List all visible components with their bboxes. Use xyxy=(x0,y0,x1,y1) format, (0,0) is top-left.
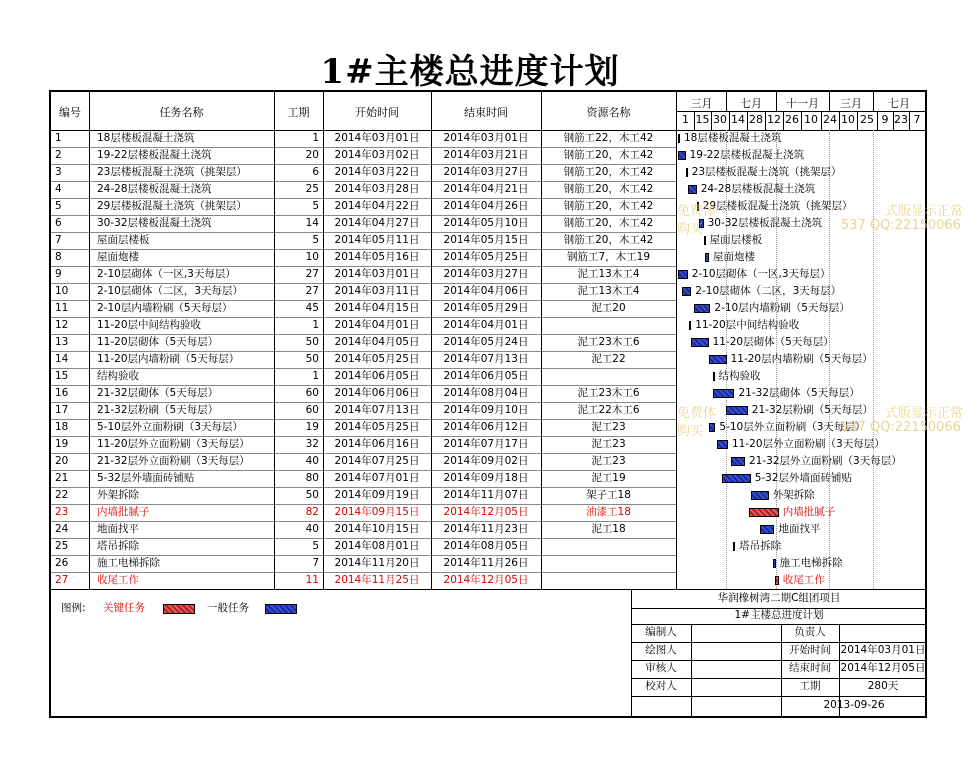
watermark-text: 购买 xyxy=(677,222,704,237)
timescale-divider xyxy=(677,111,927,112)
task-start: 2014年05月25日 xyxy=(334,353,420,365)
task-name: 21-32层粉刷（5天每层） xyxy=(97,404,219,416)
legend-normal-label: 一般任务 xyxy=(207,602,249,614)
gantt-bar-label: 18层楼板混凝土浇筑 xyxy=(684,132,782,144)
column-header-start: 开始时间 xyxy=(355,106,399,119)
task-name: 11-20层中间结构验收 xyxy=(97,319,202,331)
task-duration: 40 xyxy=(305,455,319,467)
gantt-bar-label: 结构验收 xyxy=(718,370,761,382)
titleblock-label: 编制人 xyxy=(645,626,677,638)
task-duration: 50 xyxy=(305,489,319,501)
day-divider xyxy=(694,111,695,130)
titleblock-label: 绘图人 xyxy=(645,644,677,656)
titleblock-label: 负责人 xyxy=(794,626,826,638)
task-name: 屋面炮楼 xyxy=(97,251,139,263)
task-name: 外架拆除 xyxy=(97,489,139,501)
task-name: 29层楼板混凝土浇筑（挑架层） xyxy=(97,200,247,212)
watermark-text: 式版显示正常 xyxy=(885,406,964,421)
gantt-bar xyxy=(691,338,709,347)
task-start: 2014年05月11日 xyxy=(334,234,420,246)
task-end: 2014年06月12日 xyxy=(443,421,529,433)
day-divider xyxy=(711,111,712,130)
task-resource xyxy=(541,555,676,572)
task-resource: 钢筋工20，木工42 xyxy=(563,149,654,161)
task-end: 2014年04月01日 xyxy=(443,319,529,331)
task-id: 22 xyxy=(55,489,69,501)
day-divider xyxy=(747,111,748,130)
task-start: 2014年07月25日 xyxy=(334,455,420,467)
timescale-day: 28 xyxy=(749,113,763,126)
timescale-day: 24 xyxy=(823,113,837,126)
timescale-day: 26 xyxy=(785,113,799,126)
task-resource: 泥工23 xyxy=(591,421,626,433)
task-id: 27 xyxy=(55,574,69,586)
task-end: 2014年03月27日 xyxy=(443,166,529,178)
task-start: 2014年03月11日 xyxy=(334,285,420,297)
task-id: 1 xyxy=(55,132,62,144)
gantt-bar xyxy=(713,389,735,398)
legend-critical-swatch xyxy=(163,604,195,614)
task-start: 2014年05月16日 xyxy=(334,251,420,263)
gantt-bar-label: 24-28层楼板混凝土浇筑 xyxy=(700,183,816,195)
task-start: 2014年03月01日 xyxy=(334,132,420,144)
task-name: 收尾工作 xyxy=(97,574,139,586)
gantt-bar xyxy=(709,423,716,432)
task-start: 2014年04月15日 xyxy=(334,302,420,314)
gantt-bar xyxy=(717,440,729,449)
task-id: 18 xyxy=(55,421,69,433)
task-resource: 钢筋工20，木工42 xyxy=(563,234,654,246)
column-header-dur: 工期 xyxy=(287,106,310,119)
task-end: 2014年11月26日 xyxy=(443,557,529,569)
watermark-text: 537 QQ:22150066 xyxy=(841,218,961,233)
task-end: 2014年05月24日 xyxy=(443,336,529,348)
task-name: 塔吊拆除 xyxy=(97,540,139,552)
day-divider xyxy=(857,111,858,130)
timescale-day: 1 xyxy=(682,113,689,126)
gantt-bar xyxy=(733,542,735,551)
column-header-name: 任务名称 xyxy=(159,106,204,119)
task-resource: 架子工18 xyxy=(586,489,631,501)
schedule-frame xyxy=(49,90,964,718)
task-duration: 27 xyxy=(305,268,319,280)
gantt-bar xyxy=(775,576,779,585)
task-name: 11-20层外立面粉刷（3天每层） xyxy=(97,438,250,450)
task-end: 2014年08月04日 xyxy=(443,387,529,399)
gantt-bar-label: 11-20层内墙粉刷（5天每层） xyxy=(730,353,873,365)
timescale-month: 三月 xyxy=(690,97,713,110)
task-duration: 6 xyxy=(312,166,319,178)
titleblock-value xyxy=(691,659,781,678)
timescale-month: 七月 xyxy=(740,97,762,110)
task-start: 2014年03月01日 xyxy=(334,268,420,280)
watermark-text: 购买 xyxy=(677,424,704,439)
task-duration: 10 xyxy=(305,251,319,263)
gantt-bar-label: 屋面炮楼 xyxy=(713,251,755,263)
month-divider xyxy=(829,92,830,111)
task-name: 11-20层内墙粉刷（5天每层） xyxy=(97,353,240,365)
page-title: 1#主楼总进度计划 xyxy=(320,52,620,92)
task-end: 2014年04月21日 xyxy=(443,183,529,195)
gantt-bar-label: 11-20层外立面粉刷（3天每层） xyxy=(732,438,885,450)
task-end: 2014年06月05日 xyxy=(443,370,529,382)
titleblock-label: 校对人 xyxy=(645,680,677,692)
gantt-bar-label: 21-32层砌体（5天每层） xyxy=(738,387,860,399)
gantt-bar xyxy=(751,491,769,500)
task-duration: 14 xyxy=(305,217,319,229)
day-divider xyxy=(729,111,730,130)
timescale-day: 10 xyxy=(841,113,855,126)
task-duration: 25 xyxy=(305,183,319,195)
task-end: 2014年12月05日 xyxy=(443,574,529,586)
task-duration: 5 xyxy=(312,200,319,212)
task-name: 23层楼板混凝土浇筑（挑架层） xyxy=(97,166,247,178)
task-id: 17 xyxy=(55,404,69,416)
task-start: 2014年07月01日 xyxy=(334,472,420,484)
task-id: 9 xyxy=(55,268,62,280)
task-end: 2014年05月10日 xyxy=(443,217,529,229)
task-resource: 泥工13木工4 xyxy=(577,285,640,297)
gantt-bar-label: 5-10层外立面粉刷（3天每层） xyxy=(719,421,866,433)
task-id: 13 xyxy=(55,336,69,348)
task-id: 2 xyxy=(55,149,62,161)
task-duration: 32 xyxy=(305,438,319,450)
timescale-day: 9 xyxy=(881,113,889,126)
day-divider xyxy=(877,111,878,130)
task-duration: 5 xyxy=(312,540,319,552)
task-name: 2-10层砌体（一区,3天每层） xyxy=(97,268,236,280)
task-duration: 60 xyxy=(305,387,319,399)
titleblock-value: 280天 xyxy=(867,680,899,692)
timescale-day: 7 xyxy=(913,113,921,126)
task-duration: 80 xyxy=(305,472,319,484)
gantt-gridline xyxy=(873,130,874,589)
legend-label: 图例: xyxy=(61,602,86,614)
titleblock-value xyxy=(691,677,781,696)
task-duration: 45 xyxy=(305,302,319,314)
task-name: 18层楼板混凝土浇筑 xyxy=(97,132,195,144)
task-name: 11-20层砌体（5天每层） xyxy=(97,336,219,348)
timescale-day: 30 xyxy=(713,113,727,126)
task-end: 2014年12月05日 xyxy=(443,506,529,518)
titleblock-date: 2013-09-26 xyxy=(823,699,885,711)
task-end: 2014年11月07日 xyxy=(443,489,529,501)
column-divider xyxy=(89,92,90,589)
task-name: 2-10层砌体（二区，3天每层） xyxy=(97,285,244,297)
task-resource: 钢筋工20，木工42 xyxy=(563,166,654,178)
task-start: 2014年04月22日 xyxy=(334,200,420,212)
titleblock-value: 2014年03月01日 xyxy=(840,644,926,656)
column-divider xyxy=(676,92,677,589)
task-name: 24-28层楼板混凝土浇筑 xyxy=(97,183,212,195)
task-end: 2014年03月27日 xyxy=(443,268,529,280)
task-resource xyxy=(541,538,676,555)
day-divider xyxy=(821,111,822,130)
day-divider xyxy=(909,111,910,130)
task-duration: 19 xyxy=(305,421,319,433)
timescale-month: 十一月 xyxy=(786,97,819,110)
gantt-bar xyxy=(678,270,688,279)
task-end: 2014年07月13日 xyxy=(443,353,529,365)
task-duration: 60 xyxy=(305,404,319,416)
task-start: 2014年05月25日 xyxy=(334,421,420,433)
task-resource: 钢筋工20，木工42 xyxy=(563,217,654,229)
watermark-text: 式版显示正常 xyxy=(885,204,964,219)
task-end: 2014年03月21日 xyxy=(443,149,529,161)
task-name: 5-10层外立面粉刷（3天每层） xyxy=(97,421,244,433)
day-divider xyxy=(783,111,784,130)
task-id: 6 xyxy=(55,217,62,229)
task-duration: 1 xyxy=(312,132,319,144)
task-resource: 泥工23木工6 xyxy=(577,387,640,399)
gantt-bar-label: 30-32层楼板混凝土浇筑 xyxy=(707,217,823,229)
gantt-bar xyxy=(726,406,748,415)
gantt-bar-label: 21-32层粉刷（5天每层） xyxy=(751,404,873,416)
titleblock-label: 工期 xyxy=(799,680,821,692)
gantt-bar-label: 施工电梯拆除 xyxy=(779,557,843,569)
task-id: 21 xyxy=(55,472,69,484)
task-start: 2014年11月25日 xyxy=(334,574,420,586)
gantt-bar-label: 地面找平 xyxy=(778,523,821,535)
gantt-bar xyxy=(704,236,706,245)
task-name: 19-22层楼板混凝土浇筑 xyxy=(97,149,212,161)
task-start: 2014年04月01日 xyxy=(334,319,420,331)
task-id: 24 xyxy=(55,523,69,535)
gantt-bar xyxy=(749,508,779,517)
task-resource: 钢筋工7，木工19 xyxy=(566,251,651,263)
task-id: 3 xyxy=(55,166,62,178)
task-start: 2014年11月20日 xyxy=(334,557,420,569)
gantt-bar xyxy=(689,321,691,330)
task-end: 2014年09月02日 xyxy=(443,455,529,467)
titleblock-label: 审核人 xyxy=(645,662,677,674)
day-divider xyxy=(839,111,840,130)
task-start: 2014年09月19日 xyxy=(334,489,420,501)
column-header-res: 资源名称 xyxy=(586,106,631,119)
task-duration: 50 xyxy=(305,353,319,365)
task-id: 19 xyxy=(55,438,69,450)
task-end: 2014年07月17日 xyxy=(443,438,529,450)
gantt-bar xyxy=(678,151,685,160)
task-start: 2014年06月05日 xyxy=(334,370,420,382)
task-name: 屋面层楼板 xyxy=(97,234,150,246)
gantt-bar xyxy=(731,457,745,466)
titleblock-label: 结束时间 xyxy=(789,662,831,674)
gantt-bar-label: 5-32层外墙面砖铺贴 xyxy=(754,472,853,484)
task-resource: 泥工23 xyxy=(591,455,626,467)
task-id: 10 xyxy=(55,285,69,297)
task-id: 26 xyxy=(55,557,69,569)
watermark-text: 免费体 xyxy=(677,204,717,219)
task-name: 施工电梯拆除 xyxy=(97,557,160,569)
legend-critical-label: 关键任务 xyxy=(103,602,145,614)
plan-name: 1#主楼总进度计划 xyxy=(734,609,824,621)
task-end: 2014年05月29日 xyxy=(443,302,529,314)
day-divider xyxy=(893,111,894,130)
gantt-bar xyxy=(713,372,715,381)
titleblock-value: 2014年12月05日 xyxy=(840,662,926,674)
task-id: 4 xyxy=(55,183,62,195)
column-header-end: 结束时间 xyxy=(464,106,508,119)
task-start: 2014年06月06日 xyxy=(334,387,420,399)
task-resource: 泥工13木工4 xyxy=(577,268,640,280)
titleblock-value xyxy=(839,623,927,642)
task-resource: 泥工23 xyxy=(591,438,626,450)
task-resource xyxy=(541,317,676,334)
task-duration: 1 xyxy=(312,370,319,382)
gantt-bar-label: 塔吊拆除 xyxy=(739,540,782,552)
task-end: 2014年11月23日 xyxy=(443,523,529,535)
gantt-bar-label: 2-10层砌体（一区,3天每层） xyxy=(691,268,831,280)
titleblock-value xyxy=(691,623,781,642)
day-divider xyxy=(765,111,766,130)
task-resource xyxy=(541,368,676,385)
task-id: 23 xyxy=(55,506,69,518)
gantt-bar xyxy=(722,474,751,483)
task-id: 8 xyxy=(55,251,62,263)
task-resource: 泥工23木工6 xyxy=(577,336,640,348)
timescale-month: 七月 xyxy=(888,97,910,110)
task-resource xyxy=(541,572,676,589)
gantt-bar-label: 屋面层楼板 xyxy=(709,234,763,246)
task-name: 2-10层内墙粉刷（5天每层） xyxy=(97,302,233,314)
timescale-month: 三月 xyxy=(840,97,862,110)
task-end: 2014年09月10日 xyxy=(443,404,529,416)
gantt-bar xyxy=(678,134,680,143)
gantt-bar-label: 2-10层砌体（二区，3天每层） xyxy=(695,285,842,297)
task-id: 14 xyxy=(55,353,69,365)
gantt-bar-label: 21-32层外立面粉刷（3天每层） xyxy=(749,455,902,467)
task-duration: 40 xyxy=(305,523,319,535)
gantt-bar-label: 内墙批腻子 xyxy=(782,506,836,518)
task-resource: 泥工18 xyxy=(591,523,626,535)
day-divider xyxy=(801,111,802,130)
task-start: 2014年04月27日 xyxy=(334,217,420,229)
task-id: 15 xyxy=(55,370,69,382)
task-id: 7 xyxy=(55,234,62,246)
task-name: 30-32层楼板混凝土浇筑 xyxy=(97,217,212,229)
task-name: 21-32层砌体（5天每层） xyxy=(97,387,219,399)
task-id: 16 xyxy=(55,387,69,399)
task-start: 2014年10月15日 xyxy=(334,523,420,535)
gantt-bar-label: 2-10层内墙粉刷（5天每层） xyxy=(714,302,850,314)
task-end: 2014年08月05日 xyxy=(443,540,529,552)
task-id: 5 xyxy=(55,200,62,212)
legend-normal-swatch xyxy=(265,604,297,614)
task-id: 12 xyxy=(55,319,69,331)
titleblock-label: 开始时间 xyxy=(789,644,831,656)
gantt-bar xyxy=(709,355,727,364)
task-duration: 82 xyxy=(305,506,319,518)
task-resource: 泥工19 xyxy=(591,472,626,484)
task-name: 地面找平 xyxy=(97,523,139,535)
watermark-text: 537 QQ:22150066 xyxy=(841,420,961,435)
task-name: 内墙批腻子 xyxy=(97,506,150,518)
task-duration: 27 xyxy=(305,285,319,297)
task-id: 25 xyxy=(55,540,69,552)
month-divider xyxy=(726,92,727,111)
gantt-bar xyxy=(682,287,692,296)
task-name: 21-32层外立面粉刷（3天每层） xyxy=(97,455,250,467)
timescale-day: 25 xyxy=(860,113,874,126)
gantt-bar xyxy=(686,168,688,177)
task-duration: 1 xyxy=(312,319,319,331)
task-end: 2014年04月26日 xyxy=(443,200,529,212)
task-resource: 油漆工18 xyxy=(586,506,631,518)
gantt-bar-label: 29层楼板混凝土浇筑（挑架层） xyxy=(702,200,853,212)
task-end: 2014年05月25日 xyxy=(443,251,529,263)
titleblock-value xyxy=(691,641,781,660)
task-resource: 钢筋工20，木工42 xyxy=(563,200,654,212)
task-duration: 11 xyxy=(305,574,319,586)
gantt-bar-label: 19-22层楼板混凝土浇筑 xyxy=(689,149,805,161)
watermark-text: 免费体 xyxy=(677,406,717,421)
task-duration: 20 xyxy=(305,149,319,161)
month-divider xyxy=(873,92,874,111)
gantt-bar-label: 11-20层中间结构验收 xyxy=(695,319,800,331)
project-name: 华润橡树湾二期C组团项目 xyxy=(717,592,841,604)
gantt-bar xyxy=(688,185,697,194)
task-start: 2014年09月15日 xyxy=(334,506,420,518)
task-start: 2014年07月13日 xyxy=(334,404,420,416)
task-duration: 5 xyxy=(312,234,319,246)
task-resource: 钢筋工22，木工42 xyxy=(563,132,654,144)
column-header-id: 编号 xyxy=(59,106,81,119)
task-id: 11 xyxy=(55,302,69,314)
task-resource: 泥工20 xyxy=(591,302,626,314)
task-resource: 钢筋工20，木工42 xyxy=(563,183,654,195)
timescale-day: 23 xyxy=(894,113,908,126)
gantt-bar xyxy=(694,304,710,313)
task-start: 2014年06月16日 xyxy=(334,438,420,450)
timescale-day: 15 xyxy=(695,113,710,126)
gantt-bar xyxy=(760,525,774,534)
gantt-bar xyxy=(773,559,776,568)
task-duration: 50 xyxy=(305,336,319,348)
task-resource: 泥工22 xyxy=(591,353,626,365)
gantt-bar-label: 23层楼板混凝土浇筑（挑架层） xyxy=(691,166,842,178)
task-end: 2014年09月18日 xyxy=(443,472,529,484)
task-duration: 7 xyxy=(312,557,319,569)
task-id: 20 xyxy=(55,455,69,467)
task-end: 2014年03月01日 xyxy=(443,132,529,144)
month-divider xyxy=(776,92,777,111)
task-resource: 泥工22木工6 xyxy=(577,404,640,416)
task-end: 2014年04月06日 xyxy=(443,285,529,297)
task-name: 5-32层外墙面砖铺贴 xyxy=(97,472,195,484)
task-start: 2014年08月01日 xyxy=(334,540,420,552)
gantt-bar-label: 11-20层砌体（5天每层） xyxy=(712,336,834,348)
task-start: 2014年03月22日 xyxy=(334,166,420,178)
task-name: 结构验收 xyxy=(97,370,139,382)
gantt-bar-label: 外架拆除 xyxy=(772,489,815,501)
timescale-day: 12 xyxy=(767,113,781,126)
task-start: 2014年04月05日 xyxy=(334,336,420,348)
timescale-day: 10 xyxy=(804,113,818,126)
gantt-bar-label: 收尾工作 xyxy=(782,574,825,586)
task-end: 2014年05月15日 xyxy=(443,234,529,246)
task-start: 2014年03月28日 xyxy=(334,183,420,195)
task-start: 2014年03月02日 xyxy=(334,149,420,161)
timescale-day: 14 xyxy=(731,113,745,126)
gantt-bar xyxy=(705,253,709,262)
